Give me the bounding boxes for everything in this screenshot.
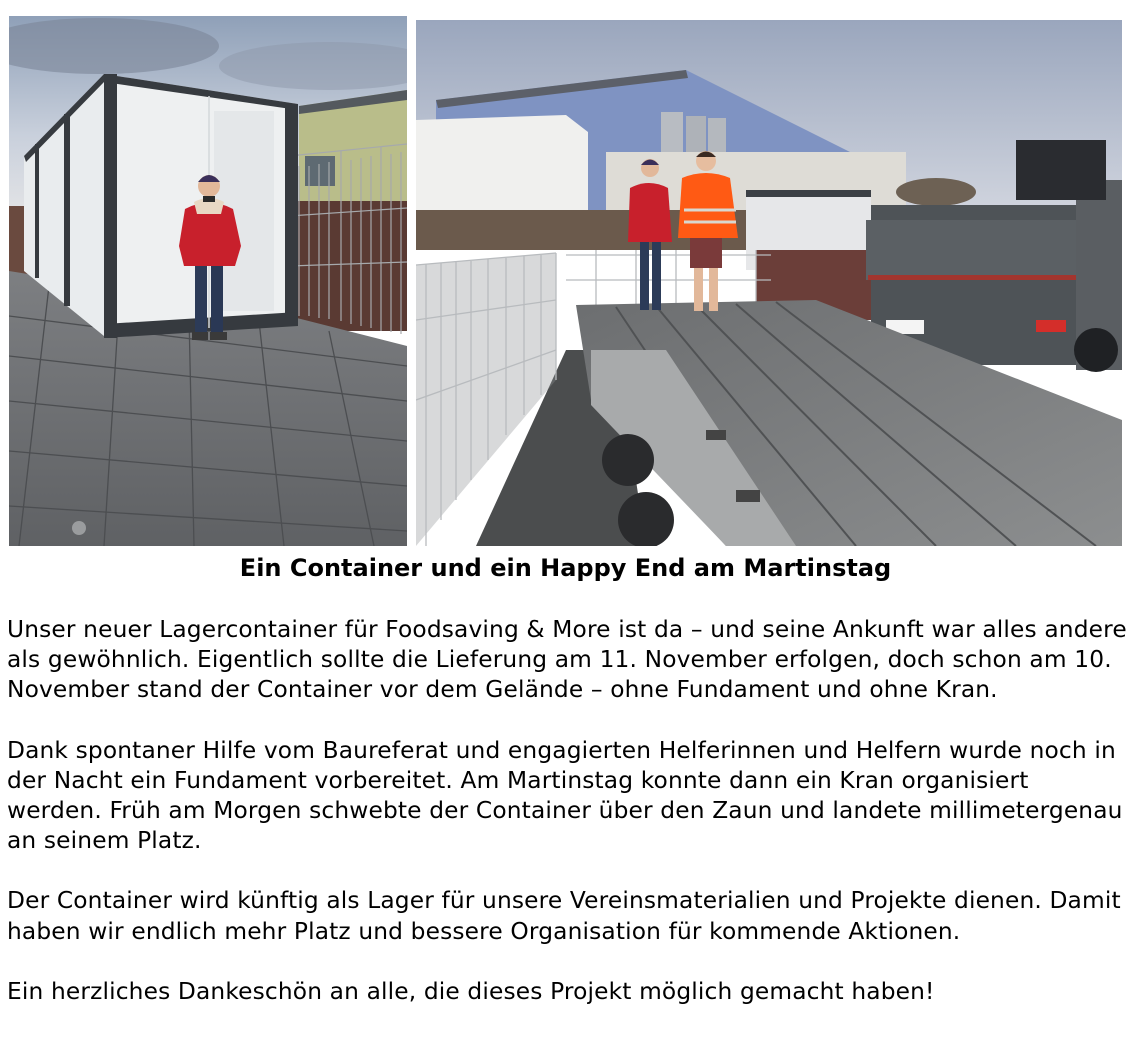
article-paragraph: Der Container wird künftig als Lager für unsere Vereinsmaterialien und Projekte dienen. Damit haben wir endlich mehr Platz und bessere Organisation für kommende Aktionen. bbox=[7, 887, 1121, 945]
article-paragraph: Unser neuer Lagercontainer für Foodsaving & More ist da – und seine Ankunft war alles andere als gewöhnlich. Eigentlich sollte die Lieferung am 11. November erfolgen, doch schon am 10. November stand der Container vor dem Gelände – ohne Fundament und ohne Kran. bbox=[7, 616, 1127, 704]
trailer-photo bbox=[416, 20, 1122, 546]
article-title: Ein Container und ein Happy End am Martinstag bbox=[239, 554, 892, 582]
article-body bbox=[7, 615, 1127, 1037]
article-paragraph: Dank spontaner Hilfe vom Baureferat und engagierten Helferinnen und Helfern wurde noch in der Nacht ein Fundament vorbereitet. Am Martinstag konnte dann ein Kran organisiert werden. Früh am Morgen schwebte der Container über den Zaun und landete millimetergenau an seinem Platz. bbox=[7, 736, 1123, 855]
article-paragraph: Ein herzliches Dankeschön an alle, die dieses Projekt möglich gemacht haben! bbox=[7, 977, 935, 1005]
container-photo bbox=[9, 16, 407, 546]
